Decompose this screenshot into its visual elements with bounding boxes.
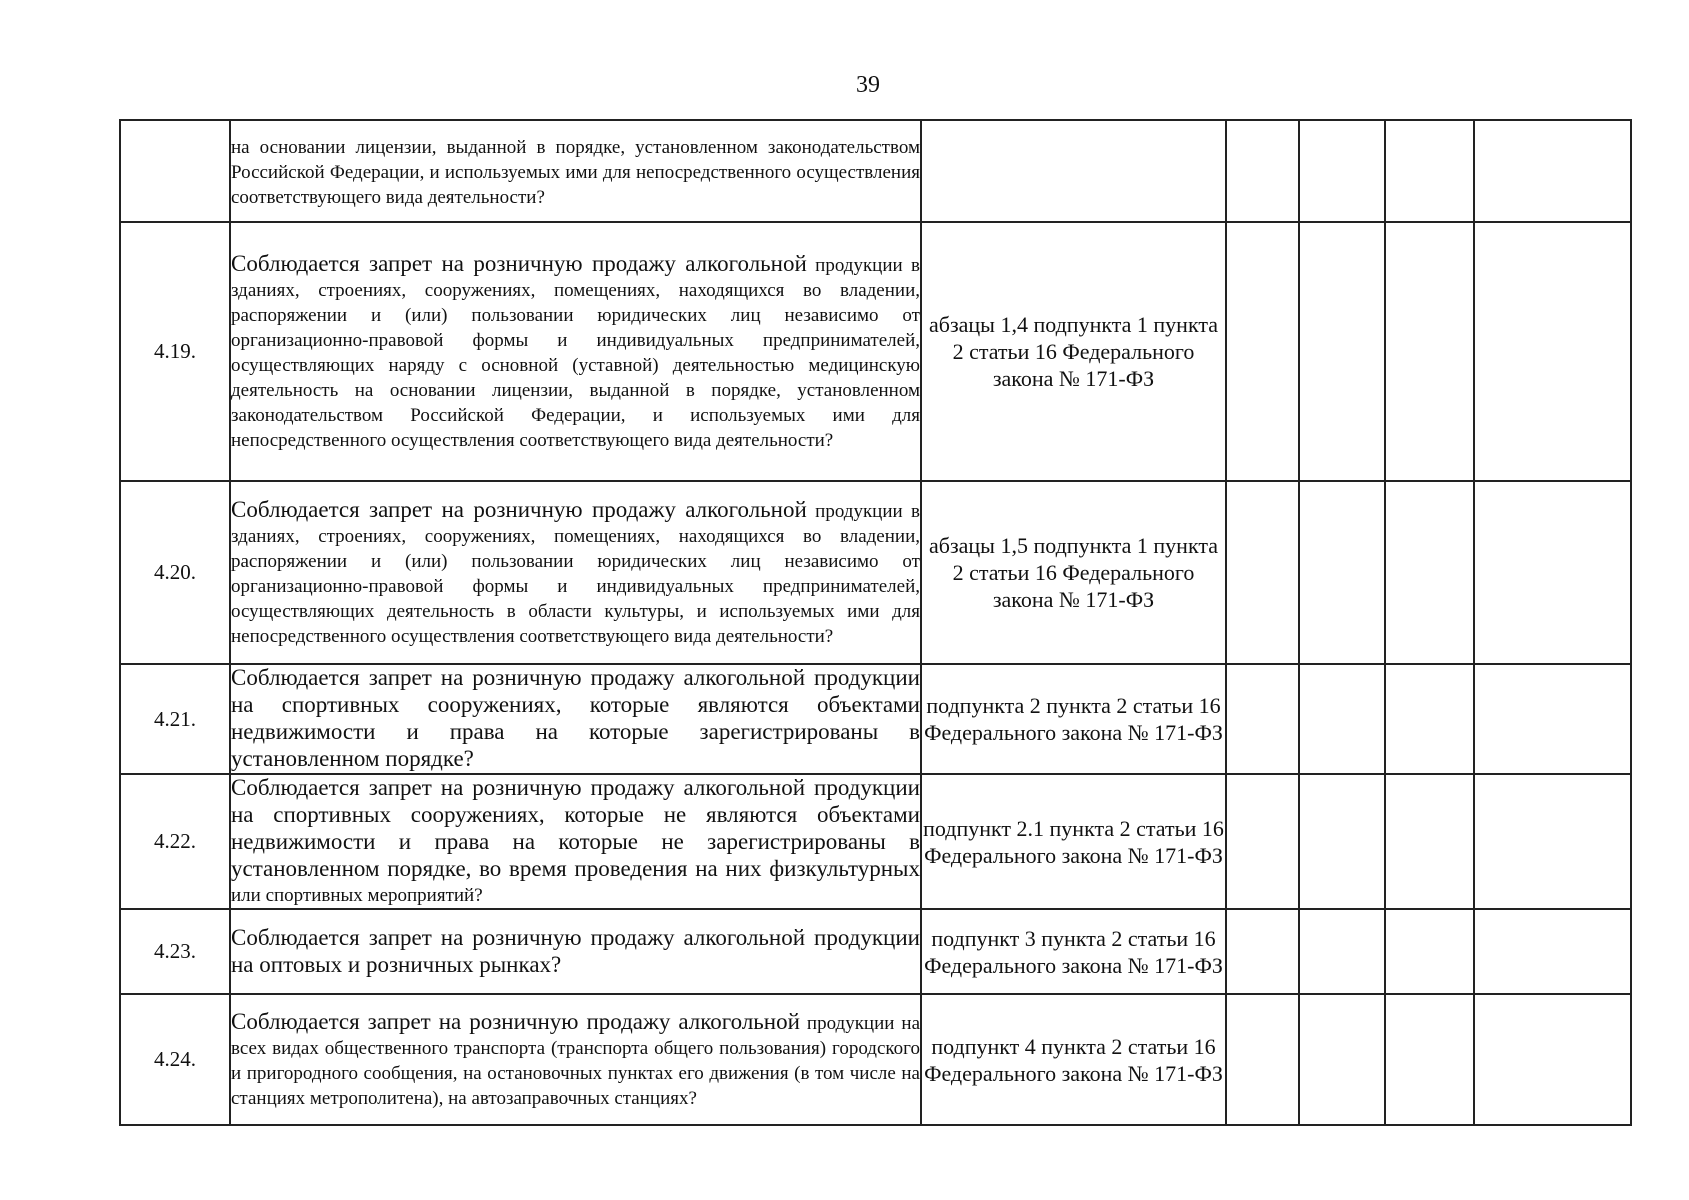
row-number: 4.21. [120,664,230,774]
empty-cell [1474,774,1631,909]
empty-cell [1299,774,1385,909]
empty-cell [1299,664,1385,774]
empty-cell [1226,222,1299,481]
empty-cell [1385,664,1474,774]
row-number: 4.24. [120,994,230,1125]
table-row [120,664,1631,774]
empty-cell [1385,994,1474,1125]
empty-cell [1226,774,1299,909]
page-number: 39 [856,72,880,98]
question-cell [230,774,921,909]
empty-cell [1474,664,1631,774]
table-row [120,994,1631,1125]
question-text: на основании лицензии, выданной в порядке, установленном законодательством Российской Федерации, и используемых ими для непосредственного осуществления соответствующего вида деятельности? [231,136,920,208]
empty-cell [1299,909,1385,994]
question-cell [230,120,921,222]
empty-cell [1385,774,1474,909]
empty-cell [1299,222,1385,481]
empty-cell [1226,909,1299,994]
question-lead: Соблюдается запрет на розничную продажу алкогольной продукции на спортивных сооружениях, которые являются объектами недвижимости и права на которые зарегистрированы в установленном порядке? [231,665,920,771]
empty-cell [1299,120,1385,222]
question-cell [230,994,921,1125]
question-text: продукции в зданиях, строениях, сооружениях, помещениях, находящихся во владении, распоряжении и (или) пользовании юридических лиц независимо от организационно-правовой формы и индивидуальных предпринимателей, осуществляющих деятельность в области культуры, и используемых ими для непосредственного осуществления соответствующего вида деятельности? [231,500,921,647]
legal-basis-cell: подпункт 3 пункта 2 статьи 16 Федерального закона № 171-ФЗ [921,909,1226,994]
empty-cell [1385,909,1474,994]
row-number: 4.19. [120,222,230,481]
legal-basis-cell: подпункт 4 пункта 2 статьи 16 Федерального закона № 171-ФЗ [921,994,1226,1125]
legal-basis-cell [921,120,1226,222]
empty-cell [1226,994,1299,1125]
row-number: 4.22. [120,774,230,909]
question-cell [230,664,921,774]
empty-cell [1226,120,1299,222]
empty-cell [1385,120,1474,222]
table-row [120,120,1631,222]
checklist-table [119,119,1632,1126]
question-text: продукции на всех видах общественного транспорта (транспорта общего пользования) городского и пригородного сообщения, на остановочных пунктах его движения (в том числе на станциях метрополитена), на автозаправочных станциях? [231,1012,921,1109]
empty-cell [1226,664,1299,774]
empty-cell [1474,120,1631,222]
question-lead: Соблюдается запрет на розничную продажу алкогольной [231,1008,800,1034]
table-row [120,909,1631,994]
table-row [120,774,1631,909]
legal-basis-cell: подпункт 2.1 пункта 2 статьи 16 Федерального закона № 171-ФЗ [921,774,1226,909]
empty-cell [1226,481,1299,664]
empty-cell [1474,481,1631,664]
row-number: 4.20. [120,481,230,664]
row-number [120,120,230,222]
empty-cell [1385,481,1474,664]
question-lead: Соблюдается запрет на розничную продажу алкогольной [231,496,807,522]
table-row [120,481,1631,664]
table-row [120,222,1631,481]
question-text: или спортивных мероприятий? [231,885,483,906]
row-number: 4.23. [120,909,230,994]
empty-cell [1474,994,1631,1125]
question-lead: Соблюдается запрет на розничную продажу алкогольной продукции на оптовых и розничных рынках? [231,924,920,977]
empty-cell [1299,481,1385,664]
question-text: продукции в зданиях, строениях, сооружениях, помещениях, находящихся во владении, распоряжении и (или) пользовании юридических лиц независимо от организационно-правовой формы и индивидуальных предпринимателей, осуществляющих наряду с основной (уставной) деятельностью медицинскую деятельность на основании лицензии, выданной в порядке, установленном законодательством Российской Федерации, и используемых ими для непосредственного осуществления соответствующего вида деятельности? [231,254,921,451]
question-cell [230,909,921,994]
legal-basis-cell: абзацы 1,5 подпункта 1 пункта 2 статьи 16 Федерального закона № 171-ФЗ [921,481,1226,664]
legal-basis-cell: подпункта 2 пункта 2 статьи 16 Федерального закона № 171-ФЗ [921,664,1226,774]
empty-cell [1385,222,1474,481]
question-cell [230,481,921,664]
legal-basis-cell: абзацы 1,4 подпункта 1 пункта 2 статьи 16 Федерального закона № 171-ФЗ [921,222,1226,481]
empty-cell [1299,994,1385,1125]
empty-cell [1474,222,1631,481]
empty-cell [1474,909,1631,994]
question-lead: Соблюдается запрет на розничную продажу алкогольной продукции на спортивных сооружениях, которые не являются объектами недвижимости и права на которые не зарегистрированы в установленном порядке, во время проведения на них физкультурных [231,775,920,881]
question-lead: Соблюдается запрет на розничную продажу алкогольной [231,250,807,276]
question-cell [230,222,921,481]
